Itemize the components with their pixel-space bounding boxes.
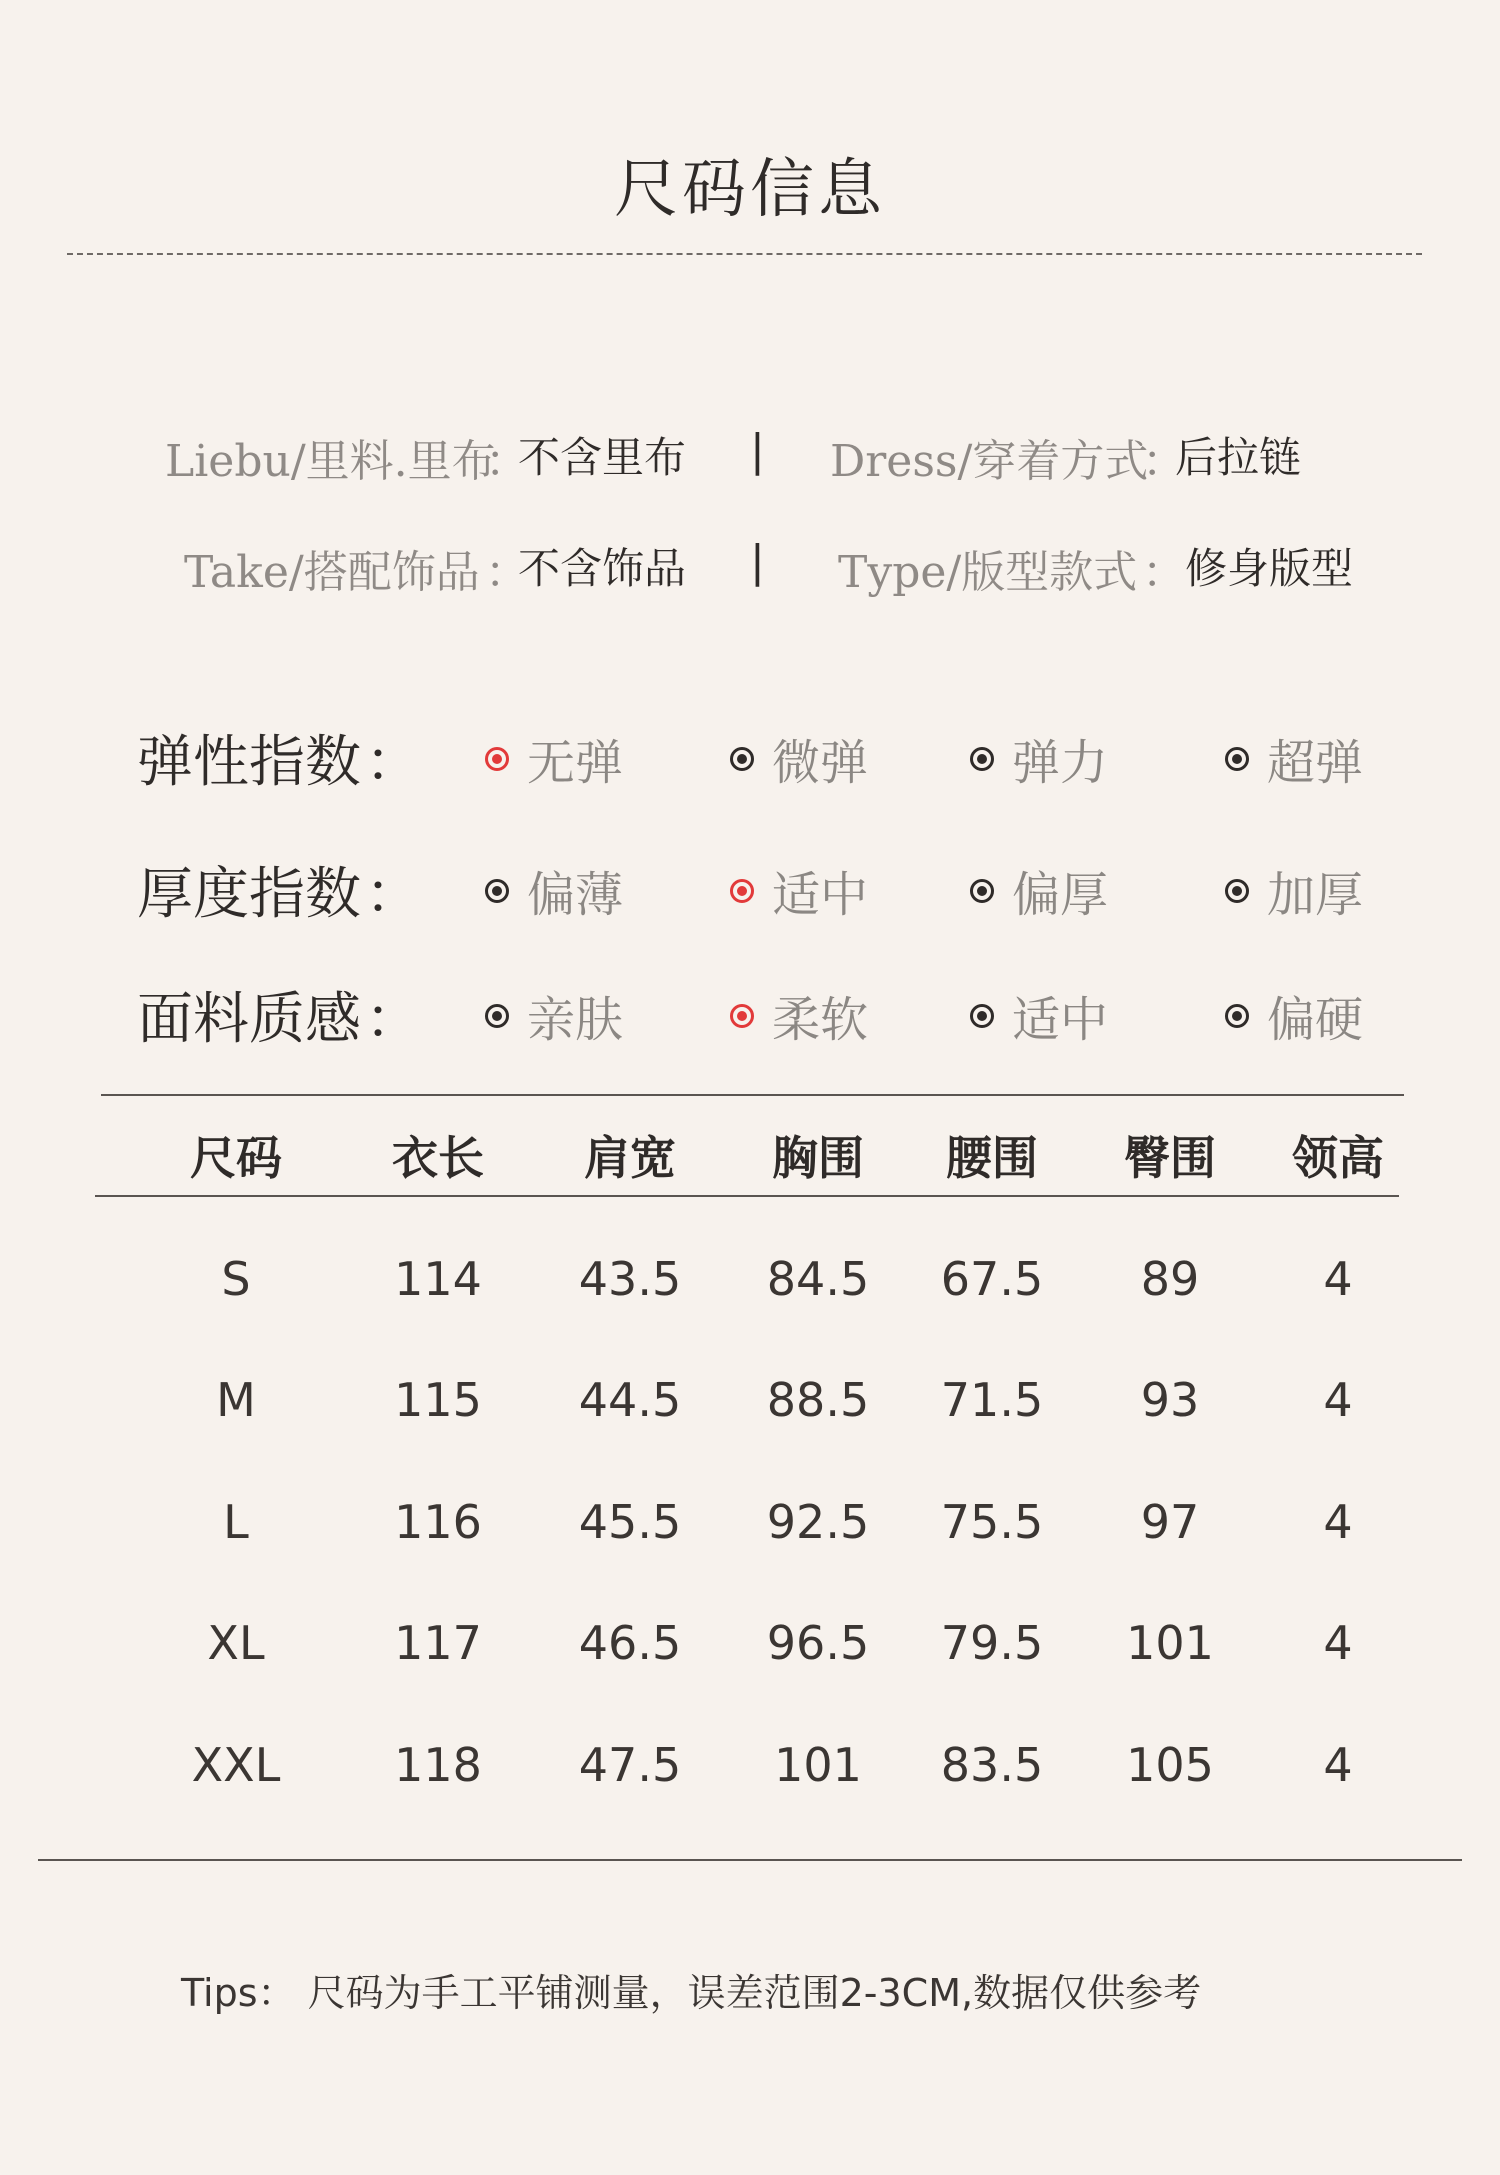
radio-icon xyxy=(970,747,994,771)
attribute-key-type: Type/版型款式 xyxy=(838,547,1138,598)
table-cell: 93 xyxy=(1140,1373,1200,1427)
column-header: 领高 xyxy=(1292,1131,1384,1185)
table-cell: 101 xyxy=(774,1738,862,1792)
index-option-label: 加厚 xyxy=(1267,867,1364,923)
table-cell: 71.5 xyxy=(940,1373,1044,1427)
radio-icon xyxy=(485,1004,509,1028)
index-option xyxy=(730,724,868,793)
attribute-value-dress: 后拉链 xyxy=(1175,433,1302,482)
index-colon: ： xyxy=(365,987,421,1052)
radio-selected-icon xyxy=(730,879,754,903)
table-cell: 118 xyxy=(394,1738,482,1792)
table-cell: 101 xyxy=(1126,1616,1214,1670)
table-cell: 114 xyxy=(394,1252,482,1306)
index-option xyxy=(485,981,623,1050)
table-cell: 79.5 xyxy=(940,1616,1044,1670)
table-cell: 45.5 xyxy=(578,1495,682,1549)
thickness-index-row xyxy=(0,850,1500,927)
elasticity-index-label: 弹性指数 xyxy=(137,730,361,795)
table-cell: 4 xyxy=(1323,1495,1353,1549)
attribute-colon: ： xyxy=(485,436,529,487)
attribute-row-1 xyxy=(0,425,1500,485)
index-option xyxy=(1225,856,1363,925)
index-option-label: 偏硬 xyxy=(1267,992,1364,1048)
column-header: 胸围 xyxy=(772,1131,864,1185)
table-top-rule xyxy=(101,1094,1404,1096)
index-option-label: 偏厚 xyxy=(1012,867,1109,923)
table-cell: 4 xyxy=(1323,1616,1353,1670)
table-cell: 96.5 xyxy=(766,1616,870,1670)
table-cell: 75.5 xyxy=(940,1495,1044,1549)
table-cell: S xyxy=(221,1252,251,1306)
column-header: 尺码 xyxy=(190,1131,282,1185)
index-option-label: 适中 xyxy=(1012,992,1109,1048)
table-cell: 105 xyxy=(1126,1738,1214,1792)
table-cell: M xyxy=(216,1373,256,1427)
column-header: 臀围 xyxy=(1124,1131,1216,1185)
table-cell: 83.5 xyxy=(940,1738,1044,1792)
index-option-label: 偏薄 xyxy=(527,867,624,923)
attribute-colon: ： xyxy=(485,547,529,598)
table-cell: 44.5 xyxy=(578,1373,682,1427)
column-header: 腰围 xyxy=(946,1131,1038,1185)
attribute-separator: | xyxy=(750,425,765,476)
table-cell: 88.5 xyxy=(766,1373,870,1427)
index-option xyxy=(970,856,1108,925)
texture-index-row xyxy=(0,975,1500,1052)
index-option xyxy=(730,856,868,925)
table-cell: 4 xyxy=(1323,1252,1353,1306)
attribute-value-take: 不含饰品 xyxy=(518,544,687,593)
attribute-key-take: Take/搭配饰品 xyxy=(184,547,480,598)
column-header: 肩宽 xyxy=(584,1131,676,1185)
index-option-label: 适中 xyxy=(772,867,869,923)
radio-icon xyxy=(1225,879,1249,903)
radio-icon xyxy=(1225,1004,1249,1028)
title-divider xyxy=(67,253,1422,255)
column-header: 衣长 xyxy=(392,1131,484,1185)
index-option-label: 弹力 xyxy=(1012,735,1109,791)
table-cell: 43.5 xyxy=(578,1252,682,1306)
table-cell: 67.5 xyxy=(940,1252,1044,1306)
table-cell: 89 xyxy=(1140,1252,1200,1306)
index-option-label: 亲肤 xyxy=(527,992,624,1048)
table-bottom-rule xyxy=(38,1859,1462,1861)
index-option-label: 微弹 xyxy=(772,735,869,791)
radio-icon xyxy=(485,879,509,903)
table-cell: 115 xyxy=(394,1373,482,1427)
index-option xyxy=(1225,981,1363,1050)
index-option xyxy=(970,724,1108,793)
thickness-index-label: 厚度指数 xyxy=(137,862,361,927)
table-cell: 4 xyxy=(1323,1373,1353,1427)
attribute-value-lining: 不含里布 xyxy=(518,433,687,482)
radio-icon xyxy=(970,1004,994,1028)
attribute-row-2 xyxy=(0,536,1500,596)
index-option-label: 超弹 xyxy=(1267,735,1364,791)
table-cell: L xyxy=(223,1495,249,1549)
radio-icon xyxy=(1225,747,1249,771)
tips-text: Tips： 尺码为手工平铺测量，误差范围2-3CM,数据仅供参考 xyxy=(181,1971,1202,2015)
radio-selected-icon xyxy=(730,1004,754,1028)
table-cell: 92.5 xyxy=(766,1495,870,1549)
index-colon: ： xyxy=(365,730,421,795)
attribute-separator: | xyxy=(750,536,765,587)
radio-icon xyxy=(970,879,994,903)
radio-selected-icon xyxy=(485,747,509,771)
table-header-rule xyxy=(95,1195,1399,1197)
index-option xyxy=(485,724,623,793)
table-cell: 97 xyxy=(1140,1495,1200,1549)
page-title: 尺码信息 xyxy=(614,153,886,227)
index-option xyxy=(730,981,868,1050)
elasticity-index-row xyxy=(0,718,1500,795)
index-colon: ： xyxy=(365,862,421,927)
table-cell: XXL xyxy=(191,1738,281,1792)
index-option-label: 无弹 xyxy=(527,735,624,791)
table-cell: 116 xyxy=(394,1495,482,1549)
texture-index-label: 面料质感 xyxy=(137,987,361,1052)
index-option xyxy=(1225,724,1363,793)
table-cell: 117 xyxy=(394,1616,482,1670)
table-cell: 46.5 xyxy=(578,1616,682,1670)
radio-icon xyxy=(730,747,754,771)
attribute-value-type: 修身版型 xyxy=(1185,544,1354,593)
index-option xyxy=(485,856,623,925)
attribute-key-lining: Liebu/里料.里布 xyxy=(165,436,496,487)
index-option xyxy=(970,981,1108,1050)
attribute-colon: ： xyxy=(1142,547,1186,598)
index-option-label: 柔软 xyxy=(772,992,869,1048)
table-cell: XL xyxy=(207,1616,265,1670)
table-cell: 47.5 xyxy=(578,1738,682,1792)
attribute-key-dress: Dress/穿着方式 xyxy=(830,436,1149,487)
attribute-colon: ： xyxy=(1142,436,1186,487)
table-cell: 4 xyxy=(1323,1738,1353,1792)
table-cell: 84.5 xyxy=(766,1252,870,1306)
